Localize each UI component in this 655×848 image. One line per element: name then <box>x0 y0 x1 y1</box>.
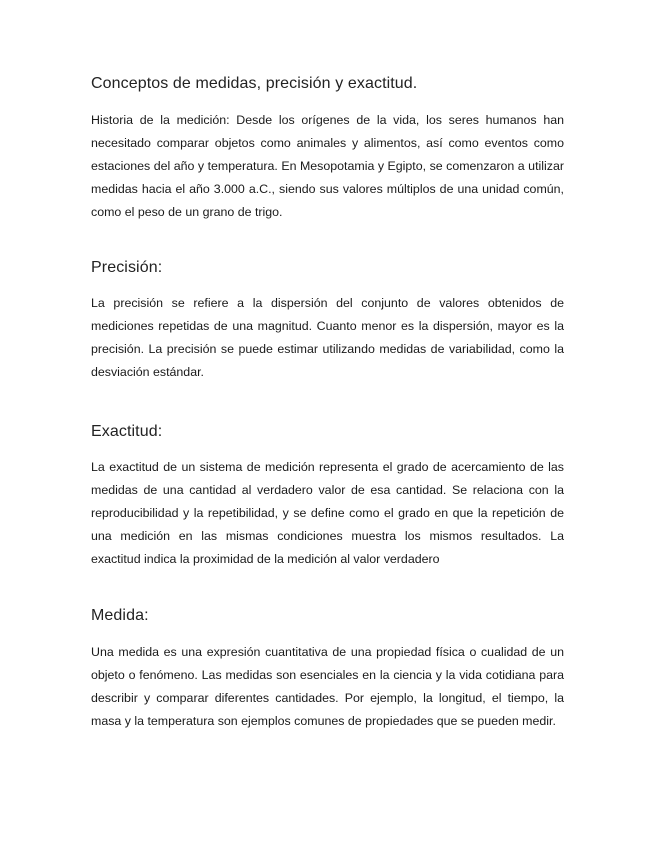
section-accuracy <box>91 422 564 571</box>
precision-paragraph: La precisión se refiere a la dispersión del conjunto de valores obtenidos de mediciones repetidas de una magnitud. Cuanto menor es la dispersión, mayor es la precisión. La precisión se puede estimar utilizando medidas de variabilidad, como la desviación estándar. <box>91 296 564 379</box>
section-precision <box>91 258 564 384</box>
accuracy-paragraph: La exactitud de un sistema de medición representa el grado de acercamiento de las medidas de una cantidad al verdadero valor de esa cantidad. Se relaciona con la reproducibilidad y la repetibilidad, y se define como el grado en que la repetición de una medición en las mismas condiciones muestra los mismos resultados. La exactitud indica la proximidad de la medición al valor verdadero <box>91 460 564 566</box>
section-measure <box>91 606 564 733</box>
precision-heading: Precisión: <box>91 259 163 276</box>
measure-heading: Medida: <box>91 607 149 624</box>
intro-paragraph: Historia de la medición: Desde los orígenes de la vida, los seres humanos han necesitado comparar objetos como animales y alimentos, así como eventos como estaciones del año y temperatura. En Mesopotamia y Egipto, se comenzaron a utilizar medidas hacia el año 3.000 a.C., siendo sus valores múltiplos de una unidad común, como el peso de un grano de trigo. <box>91 113 564 219</box>
section-intro <box>91 74 564 224</box>
measure-paragraph: Una medida es una expresión cuantitativa de una propiedad física o cualidad de un objeto o fenómeno. Las medidas son esenciales en la ciencia y la vida cotidiana para describir y comparar diferentes cantidades. Por ejemplo, la longitud, el tiempo, la masa y la temperatura son ejemplos comunes de propiedades que se pueden medir. <box>91 645 564 728</box>
accuracy-heading: Exactitud: <box>91 423 163 440</box>
document-title: Conceptos de medidas, precisión y exactitud. <box>91 75 418 92</box>
